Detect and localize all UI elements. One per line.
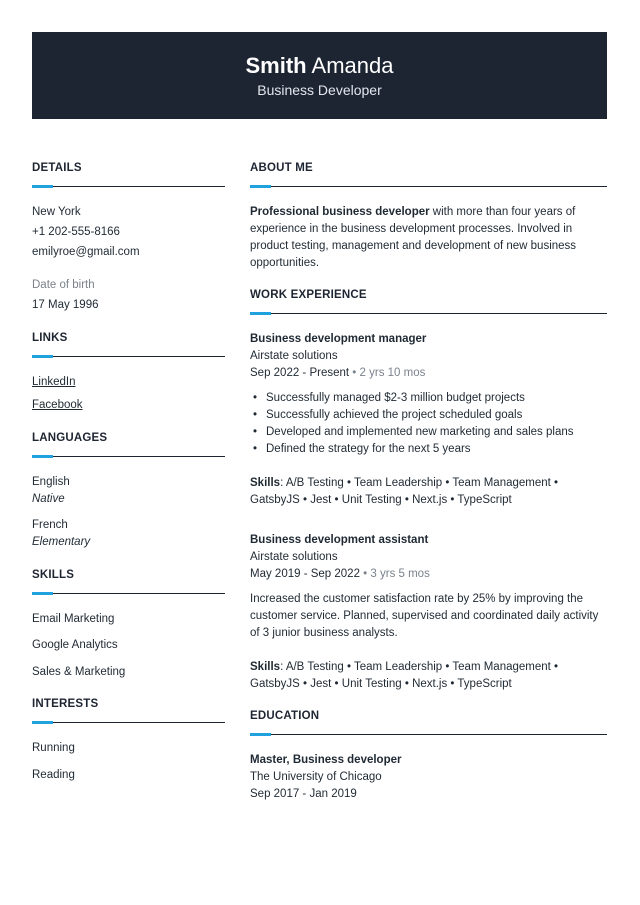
achievement-item: • Defined the strategy for the next 5 years [250, 441, 607, 458]
about-divider [250, 186, 607, 187]
email[interactable]: emilyroe@gmail.com [32, 246, 140, 258]
interest-item: Running [32, 742, 75, 754]
job-skills [250, 659, 607, 693]
last-name: Smith [245, 53, 307, 78]
achievement-item: • Developed and implemented new marketing and sales plans [250, 424, 607, 441]
job-title: Business development manager [250, 333, 427, 345]
job-achievements [250, 390, 607, 458]
about-lead: Professional business developer [250, 206, 430, 218]
job-skills-list: : A/B Testing • Team Leadership • Team Management • GatsbyJS • Jest • Unit Testing • Next.js • TypeScript [250, 477, 559, 506]
links-heading: LINKS [32, 332, 68, 344]
details-heading: DETAILS [32, 162, 82, 174]
about-body: with more than four years of experience in the business development processes. Involved in product testing, management and development of new business opportunities. [250, 206, 577, 269]
job-duration: • 3 yrs 5 mos [363, 568, 430, 580]
skill-item: Google Analytics [32, 639, 118, 651]
education-dates: Sep 2017 - Jan 2019 [250, 788, 357, 800]
language-level: Elementary [32, 536, 91, 548]
job-date-range: Sep 2022 - Present [250, 367, 350, 379]
education-heading: EDUCATION [250, 710, 320, 722]
degree: Master, Business developer [250, 754, 402, 766]
skills-divider [32, 593, 225, 594]
interests-heading: INTERESTS [32, 698, 99, 710]
skills-heading: SKILLS [32, 569, 75, 581]
languages-heading: LANGUAGES [32, 432, 108, 444]
job-dates [250, 365, 425, 382]
languages-divider [32, 456, 225, 457]
job-date-range: May 2019 - Sep 2022 [250, 568, 360, 580]
job-description: Increased the customer satisfaction rate by 25% by improving the customer service. Planned, supervised and coordinated daily activity of 3 junior business analysts. [250, 593, 599, 639]
job-skills [250, 475, 607, 509]
interest-item: Reading [32, 769, 75, 781]
job-company: Airstate solutions [250, 350, 338, 362]
resume-header [32, 32, 607, 119]
job-skills-list: : A/B Testing • Team Leadership • Team Management • GatsbyJS • Jest • Unit Testing • Next.js • TypeScript [250, 661, 559, 690]
dob-value: 17 May 1996 [32, 299, 99, 311]
experience-heading: WORK EXPERIENCE [250, 289, 367, 301]
first-name: Amanda [311, 53, 394, 78]
dob-label: Date of birth [32, 279, 95, 291]
phone[interactable]: +1 202-555-8166 [32, 226, 120, 238]
interests-divider [32, 722, 225, 723]
city: New York [32, 206, 81, 218]
skill-item: Email Marketing [32, 613, 115, 625]
job-title: Business development assistant [250, 534, 429, 546]
job-company: Airstate solutions [250, 551, 338, 563]
links-divider [32, 356, 225, 357]
job-skills-label: Skills [250, 477, 281, 489]
about-heading: ABOUT ME [250, 162, 313, 174]
achievement-item: • Successfully managed $2-3 million budget projects [250, 390, 607, 407]
school: The University of Chicago [250, 771, 382, 783]
experience-divider [250, 313, 607, 314]
language-name: French [32, 519, 68, 531]
job-duration: • 2 yrs 10 mos [352, 367, 426, 379]
link-linkedin[interactable]: LinkedIn [32, 376, 76, 388]
about-text [250, 204, 605, 272]
link-facebook[interactable]: Facebook [32, 399, 83, 411]
job-title: Business Developer [257, 82, 382, 98]
job-dates [250, 566, 430, 583]
full-name [32, 52, 607, 80]
language-name: English [32, 476, 70, 488]
skill-item: Sales & Marketing [32, 666, 126, 678]
achievement-item: • Successfully achieved the project scheduled goals [250, 407, 607, 424]
job-skills-label: Skills [250, 661, 281, 673]
details-divider [32, 186, 225, 187]
language-level: Native [32, 493, 65, 505]
education-divider [250, 734, 607, 735]
